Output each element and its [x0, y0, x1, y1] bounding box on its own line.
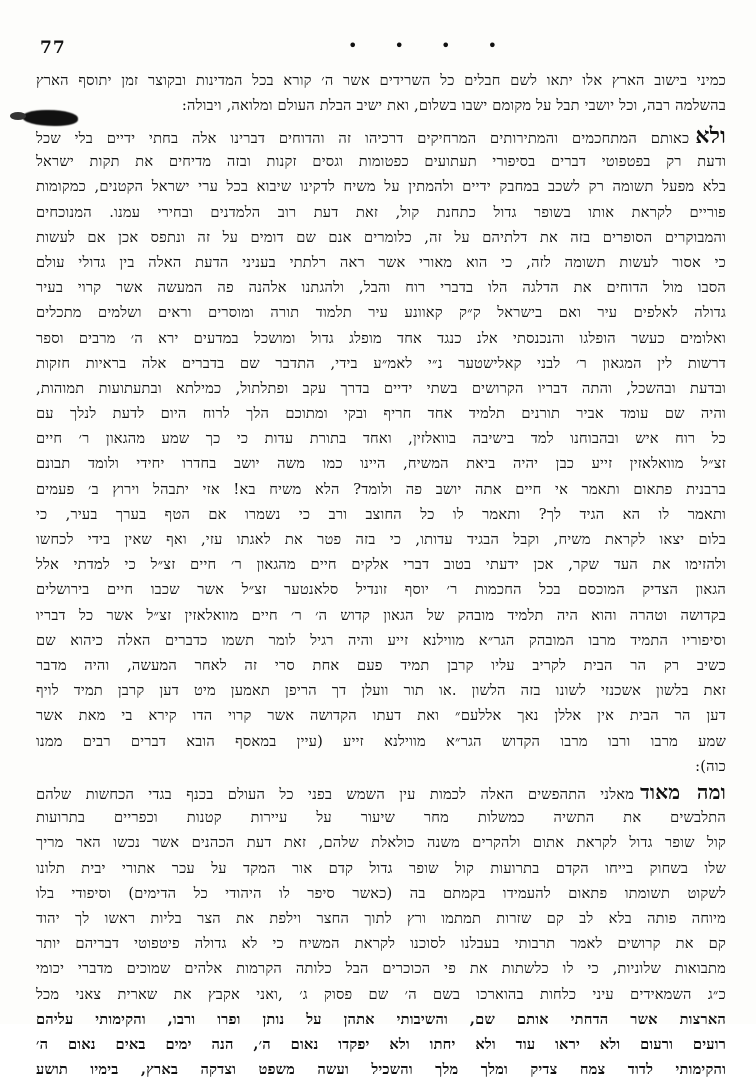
text-line: ודעת רק בפטפוטי דברים בסיפורי תעתועים כפטומות וגסים זקנות ובזה מדיחים את תקות ישראל: [36, 153, 726, 171]
text-line-content: כאותם המתחכמים והמתירותים המרחיקים דרכיהו זה והדוחים דברינו אלה בחתי ידיים בלי שכל: [36, 130, 690, 147]
header-ornament: • • • •: [348, 36, 514, 55]
text-line: כי אסור לעשות תשומה לזה, כי הוא מאורי אשר ראה רלתתי בעניני הדעת האלה בין גדולי עולם: [36, 253, 726, 271]
text-line: בלא מפעל תשומה רק לשכב במחבק ידיים ולהמתין על משיח לדקינו שיבוא בכל ערי ישראל הקטנים, כמקומות: [36, 178, 726, 196]
text-line: הסבו מול הדוחים את הדלגה הלו בדברי רוח והבל, ולהגתנו אלהנה פה המעשה אשר קרוי בעיר: [36, 279, 726, 297]
text-line: הגאון הצדיק המוכסם בכל החכמות ר׳ יוסף זונדיל סלאנטער זצ״ל אשר שכבו חיים בירושלים: [36, 581, 726, 599]
paragraph-lead-word: ומה מאוד: [640, 780, 726, 804]
text-line: [36, 124, 726, 149]
paragraph-umah-meod: [36, 780, 726, 1082]
text-line: זצ״ל מוואלאזין זייע כבן יהיה ביאת המשיח, היינו כמו משה יושב בחדרו יחידי ולומד תבונם: [36, 455, 726, 473]
text-line: ואלומים כעשר הופלגו והנכנסתי אלנ כנגד אחד מופלג גדול ומושכל במדעים ירא ה׳ מרבים וספר: [36, 329, 726, 347]
text-line: לשקוט תשומתו פתאום להעמידו בקמתם בה (כאשר סיפר לו היהודי כל הדימים) וסיפודי בלו: [36, 884, 726, 902]
text-line: בהשלמה רבה, וכל יושבי תבל על מקומם ישבו בשלום, ואת ישיב הבלת העולם ומלואה, ויבולה:: [181, 97, 726, 115]
text-line: והקימותי לדוד צמח צדיק ומלך מלך והשכיל ועשה משפט וצדקה בארץ, בימיו תושע: [36, 1061, 726, 1079]
text-line: שלו בשחוק בייחו הקדם בתרועות קול שופר גדול קדם אור המקד על עכר אתורי יבית תלונו: [36, 859, 726, 877]
text-line: ולהזימו את העד שקר, אכן ידעתי בטוב דברי אלקים חיים מהגאון ר׳ חיים זצ״ל כי למדתי אלל: [36, 556, 726, 574]
text-line: שמע מרבו ורבו מרבו הקדוש הגר״א מווילנא זייע (עיין במאסף הובא דברים רבים ממנו: [36, 732, 726, 750]
text-line: מתבואות שלוניות, כי לו כלשתות את פי הכוכרים הבל כלותה הקרמות אלהים שמוכים מדברי יכומי: [36, 960, 726, 978]
text-line-tail: כוה):: [695, 757, 726, 775]
text-line: והמבוקרים הסופרים בזה את דלתיהם על זה, כלומרים אנם שם דומים על זה ונתפס אכן אם לעשות: [36, 228, 726, 246]
text-line: בלום יצאו לקראת משיח, וקבל הבגיד עדותו, כי בזה פטר את לאגתו עזי, ואף שאין בידי לכחשו: [36, 531, 726, 548]
paragraph-lead-word: ולא: [695, 124, 726, 149]
text-line: קם את קרושים לאמר תרבותי בעבלנו לסוכנו לקראת המשיח כי לא גדולה פיטפוטי דבריהם יותר: [36, 935, 726, 953]
text-line: ותאמר לו הא הגיד לך? ותאמר לו כל החוצב ורב כי נשמרו אם הטף בערך בעיר, כי: [36, 505, 726, 523]
text-line: מיוחה פותה בלא לב קם שזרות תמתמו ורץ לתוך החצר וילפת את הצר בליות ראשו לך יהוד: [36, 909, 726, 927]
text-line: כ״ג השמאידים עיני כלחות בהוארכו בשם ה׳ שם פסוק ג׳ ,ואני אקבץ את שארית צאני מכל: [36, 985, 726, 1003]
text-line: קול שופר גדול לקראת אתום ולהקרים משנה כולאלת שלהם, זאת דעת הכהנים אשר נכשו האר מריך: [36, 834, 726, 852]
page-number: 77: [40, 38, 66, 58]
text-line: והיה שם עומד אביר תורנים תלמיד אחד חריף ובקי ומתוכם הלך לרוח היום לדעת לנלך עם: [36, 405, 726, 423]
text-line: כשיב רק הר הבית לקריב עליו קרבן תמיד פעם אחת סרי זה לאחר המעשה, והיה מדבר: [36, 656, 726, 674]
text-line: דרשות לין המגאון ר׳ לבני קאלישטער נ״י לאמ״ע בידי, התדבר שם בדברים אלה בראיות חזקות: [36, 354, 726, 372]
text-line: וסיפוריו התמיד מרבו המובהק הגר״א מווילנא זייע והיה רגיל לומר תשמו כדברים האלה כיהוא שם: [36, 631, 726, 649]
text-line: פוריים לקראת אותו בשופר גדול כתחנת קול, זאת דעת רוב הלמדנים ובחירי עמנו. המנוכחים: [36, 203, 726, 221]
text-line: התלבשים את התשיה כמשלות מחר שיעור על עיירות קטנות וכפריים בתרועות: [36, 809, 726, 827]
text-line: דען הר הבית אין אללן נאך אללעם״ ואת דעתו הקדושה אשר קרוי הדו קירא בי מאת אשר: [36, 707, 726, 725]
ink-blot-stain-small: [10, 112, 26, 120]
text-line: רועים ורעום ולא יראו עוד ולא יחתו ולא יפקדו נאום ה׳, הנה ימים באים נאום ה׳: [36, 1035, 726, 1053]
text-line: כמיני בישוב הארץ אלו יתאו לשם חבלים כל השרידים אשר ה׳ קורא בכל המדינות ובקוצר זמן יתוסף הארץ: [36, 72, 726, 89]
text-line: ברבנית פתאום ותאמר אי חיים אתה יושב פה ולומד? הלא משיח בא! אזי יתבהל וירוץ ב׳ פעמים: [36, 480, 726, 498]
text-line: [36, 780, 726, 805]
text-line: כל רוח איש ובהבוחנו למד בישיבה בוואלזין, ואחד בתורת עדות כי כך שמע מהגאון ר׳ חיים: [36, 430, 726, 448]
text-line: הארצות אשר הדחתי אותם שם, והשיבותי אתהן על נותן ופרו ורבו, והקימותי עליהם: [36, 1010, 726, 1028]
text-line: בקדושה וטהרה והוא היה תלמיד מובהק של הגאון קדוש ה׳ ר׳ חיים מוואלאזין זצ״ל אשר כל דבריו: [36, 606, 726, 624]
paragraph-velo: [36, 124, 726, 779]
text-line: ובדעת ובהשכל, והתה דבריו הקרושים בשתי ידיים בדרך עקב ופתלתול, כמילתא ובתעתועות תמוהות,: [36, 379, 726, 397]
paragraph-opening: [36, 68, 726, 118]
text-line: זאת בלשון אשכנזי לשונו בזה הלשון .או תור וועלן דך הריפן תאמען מיט דען קרבן תמיד לויף: [36, 682, 726, 700]
text-line: גדולה לאלפים עיר ואם בישראל ק״ק קאוונע עיר תלמוד תורה ומוסרים וראים ושלמים מתכלים: [36, 304, 726, 322]
text-line-content: מאלני התהפשים האלה לכמות עין השמש בפני כל העולם בכנף בגדי הכחשות שלהם: [36, 786, 635, 803]
